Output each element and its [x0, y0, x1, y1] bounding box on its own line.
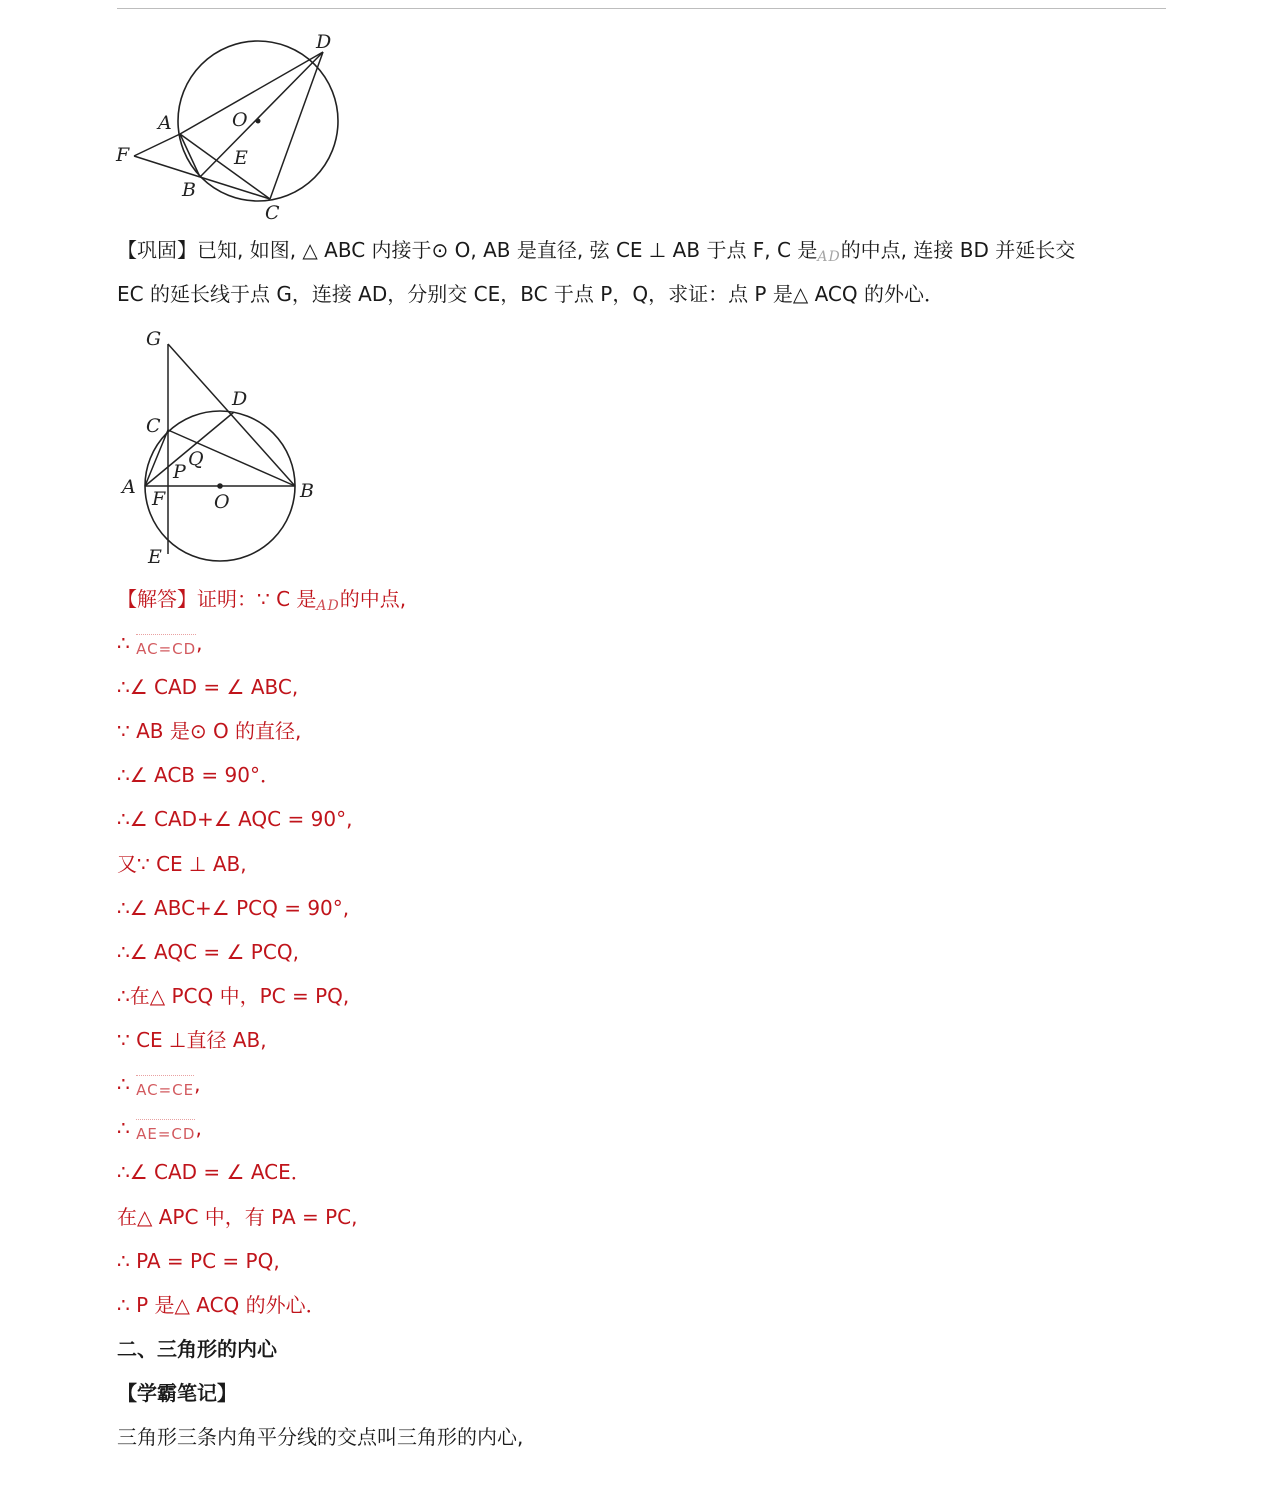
solution-text-12a: ∴	[117, 1072, 130, 1096]
problem-text-1b: 的中点, 连接 BD 并延长交	[840, 238, 1076, 262]
problem-line-2: EC 的延长线于点 G，连接 AD，分别交 CE，BC 于点 P，Q，求证：点 P 是△ ACQ 的外心．	[117, 282, 944, 306]
label-c: C	[146, 415, 161, 437]
solution-line-7: 又∵ CE ⊥ AB,	[117, 852, 247, 876]
solution-line-10: ∴在△ PCQ 中，PC = PQ,	[117, 984, 350, 1008]
problem-text-1a: 【巩固】已知, 如图, △ ABC 内接于⊙ O, AB 是直径, 弦 CE ⊥ AB 于点 F, C 是	[117, 238, 818, 262]
solution-text-13b: ,	[195, 1116, 202, 1140]
solution-line-16: ∴ PA = PC = PQ,	[117, 1249, 280, 1273]
label-p: P	[173, 461, 186, 483]
solution-line-8: ∴∠ ABC+∠ PCQ = 90°,	[117, 896, 350, 920]
label-o: O	[232, 109, 248, 131]
segment-bd	[200, 52, 323, 177]
solution-text-1a: 【解答】证明：∵ C 是	[117, 587, 317, 611]
solution-arc-eq-12: AC=CE	[136, 1075, 194, 1104]
label-d: D	[232, 388, 248, 410]
solution-text-2b: ,	[196, 631, 203, 655]
label-f: F	[116, 144, 130, 166]
solution-line-5: ∴∠ ACB = 90°．	[117, 763, 280, 787]
label-a: A	[122, 476, 136, 498]
label-d: D	[316, 31, 332, 53]
section-heading: 二、三角形的内心	[117, 1337, 277, 1361]
label-c: C	[265, 202, 280, 224]
solution-line-17: ∴ P 是△ ACQ 的外心．	[117, 1293, 326, 1317]
segment-fa	[134, 134, 180, 156]
solution-line-12	[117, 1070, 200, 1100]
problem-line-1	[117, 236, 1075, 267]
solution-line-2	[117, 629, 203, 659]
label-e: E	[148, 546, 162, 568]
label-b: B	[300, 480, 314, 502]
segment-bc	[200, 177, 270, 199]
solution-text-2a: ∴	[117, 631, 130, 655]
solution-line-15: 在△ APC 中，有 PA = PC,	[117, 1205, 358, 1229]
label-e: E	[234, 147, 248, 169]
solution-arc-ad: AD	[316, 598, 340, 614]
solution-arc-eq-2: AC=CD	[136, 634, 196, 663]
solution-line-14: ∴∠ CAD = ∠ ACE．	[117, 1160, 311, 1184]
label-b: B	[182, 179, 196, 201]
label-g: G	[146, 328, 162, 350]
segment-ac	[145, 430, 168, 486]
solution-text-1b: 的中点,	[339, 587, 407, 611]
label-a: A	[158, 112, 172, 134]
solution-arc-eq-13: AE=CD	[136, 1119, 195, 1148]
label-f: F	[152, 488, 166, 510]
figure-2-circle-diagram	[110, 322, 330, 570]
label-o: O	[214, 491, 230, 513]
notes-text: 三角形三条内角平分线的交点叫三角形的内心,	[117, 1425, 524, 1449]
solution-line-13	[117, 1114, 202, 1144]
arc-ad-label: AD	[817, 249, 841, 265]
solution-line-3: ∴∠ CAD = ∠ ABC,	[117, 675, 299, 699]
solution-line-1	[117, 585, 406, 616]
solution-line-11: ∵ CE ⊥直径 AB,	[117, 1028, 267, 1052]
solution-text-13a: ∴	[117, 1116, 130, 1140]
center-dot-2	[217, 483, 223, 489]
figure-1-circle-diagram	[110, 30, 350, 230]
solution-line-9: ∴∠ AQC = ∠ PCQ,	[117, 940, 299, 964]
solution-line-6: ∴∠ CAD+∠ AQC = 90°,	[117, 807, 353, 831]
solution-text-12b: ,	[194, 1072, 201, 1096]
label-q: Q	[188, 448, 204, 470]
segment-fb	[134, 156, 200, 177]
center-dot	[256, 119, 261, 124]
top-divider	[117, 8, 1166, 9]
notes-title: 【学霸笔记】	[117, 1381, 237, 1405]
solution-line-4: ∵ AB 是⊙ O 的直径,	[117, 719, 302, 743]
